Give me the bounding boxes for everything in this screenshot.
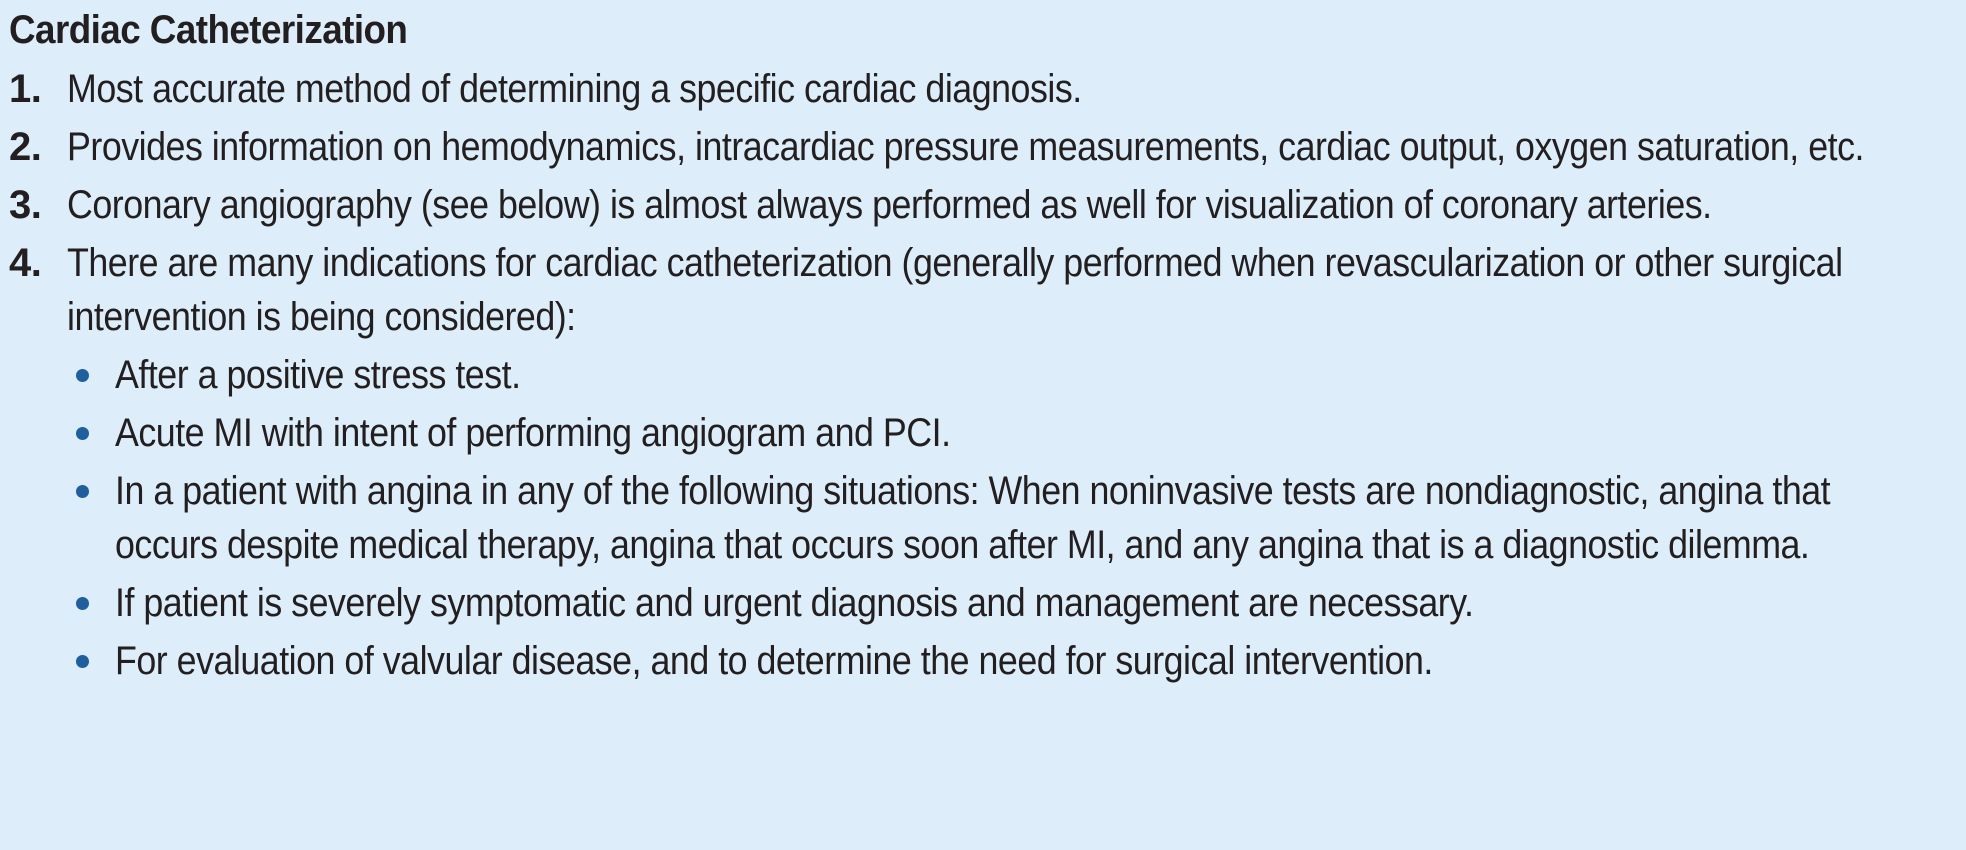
list-item-2 — [9, 120, 1966, 174]
item-number: 4. — [9, 241, 42, 285]
numbered-list — [9, 62, 1966, 344]
list-item-4 — [9, 236, 1966, 344]
bullet-icon — [76, 655, 89, 668]
sub-item-text: Acute MI with intent of performing angiogram and PCI. — [115, 411, 951, 455]
item-number: 2. — [9, 125, 42, 169]
item-text: There are many indications for cardiac catheterization (generally performed when revascularization or other surgical intervention is being considered): — [67, 241, 1843, 339]
item-text: Provides information on hemodynamics, intracardiac pressure measurements, cardiac output, oxygen saturation, etc. — [67, 125, 1864, 169]
sub-item-text: After a positive stress test. — [115, 353, 521, 397]
item-text: Coronary angiography (see below) is almost always performed as well for visualization of coronary arteries. — [67, 183, 1712, 227]
indications-list — [9, 348, 1966, 688]
sub-item — [67, 464, 1966, 572]
sub-item-text: If patient is severely symptomatic and urgent diagnosis and management are necessary. — [115, 581, 1474, 625]
bullet-icon — [76, 485, 89, 498]
list-item-1 — [9, 62, 1966, 116]
sub-item — [67, 576, 1966, 630]
bullet-icon — [76, 369, 89, 382]
item-number: 3. — [9, 183, 42, 227]
item-number: 1. — [9, 67, 42, 111]
item-text: Most accurate method of determining a specific cardiac diagnosis. — [67, 67, 1082, 111]
sub-item-text: For evaluation of valvular disease, and to determine the need for surgical intervention. — [115, 639, 1433, 683]
sub-item — [67, 348, 1966, 402]
box-title: Cardiac Catheterization — [9, 8, 408, 52]
sub-item — [67, 634, 1966, 688]
sub-item-text: In a patient with angina in any of the following situations: When noninvasive tests are nondiagnostic, angina that occurs despite medical therapy, angina that occurs soon after MI, and any angina that is a diagnostic dilemma. — [115, 469, 1831, 567]
sub-item — [67, 406, 1966, 460]
list-item-3 — [9, 178, 1966, 232]
bullet-icon — [76, 427, 89, 440]
bullet-icon — [76, 597, 89, 610]
